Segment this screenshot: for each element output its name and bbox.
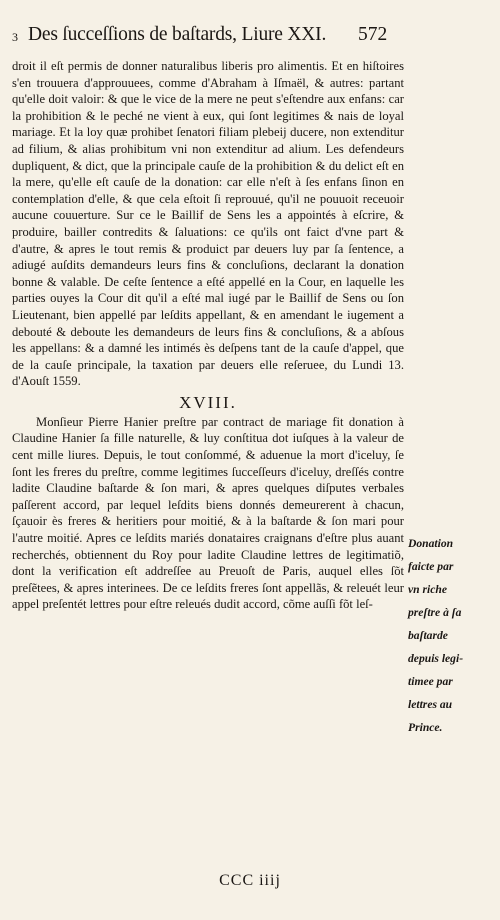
footer-signature: CCC iiij bbox=[219, 872, 281, 889]
running-header bbox=[12, 24, 432, 50]
header-signature: 3 bbox=[12, 30, 18, 44]
paragraph-1: droit il eſt permis de donner naturalibus liberis pro alimentis. Et en hiſtoires s'en trouuera d'approuuees, comme d'Abraham à Iſmaël, & autres: partant qu'elle doit valoir: & que le vice de la mere ne peut s'eſtendre aux enfans: car la prohibition & le peché ne vient à eux, qui ſont legitimes & nais de loyal mariage. Et la loy quæ prohibet ſenatori filiam plebeij ducere, non extenditur ad filium, & alias prohibitum vni non extenditur ad alium. Les defendeurs dupliquent, & dict, que la principale cauſe de la prohibition & du delict eſt en la mere, qu'elle eſt cauſe de la donation: car elle n'eſt à ſes enfans ſinon en contemplation d'elle, & que cela eſtoit ſi reprouué, qu'il ne pouuoit receuoir aucune couuerture. Sur ce le Baillif de Sens les a appointés à eſcrire, & produire, bailler contredits & ſaluations: ce qu'ils ont faict d'vne part & d'autre, & apres le tout remis & produict par deuers luy par ſa ſentence, a adiugé auſdits demandeurs leurs fins & concluſions, declarant la donation bonne & valable. De ceſte ſentence a eſté appellé en la Cour, en laquelle les parties ouyes la Cour dit qu'il a eſté mal iugé par le Baillif de Sens ou ſon Lieutenant, bien appellé par leſdits appellant, & en amendant le iugement a debouté & deboute les demandeurs de leurs fins & concluſions, & a abſous les appellans: & a damné les intimés ès deſpens tant de la cauſe d'appel, que de la cauſe principale, la taxation par deuers elle reſeruee, du Lundi 13. d'Aouſt 1559. bbox=[12, 59, 404, 389]
section-number: XVIII. bbox=[179, 392, 237, 412]
main-text-column bbox=[12, 58, 404, 613]
margin-note: Donation faicte par vn riche preſtre à ſa baſtarde depuis legi- timee par lettres au Prince. bbox=[408, 537, 464, 734]
running-title: Des ſucceſſions de baſtards, Liure XXI. bbox=[28, 24, 327, 45]
paragraph-2: Monſieur Pierre Hanier preſtre par contract de mariage fit donation à Claudine Hanier ſa fille naturelle, & luy conſtitua dot iuſques à la valeur de cent mille liures. Depuis, le tout conſommé, & aduenue la mort d'iceluy, ſe ſont les freres du preſtre, comme legitimes ſucceſſeurs d'iceluy, dreſſés contre ladite Claudine baſtarde & ſon mari, & apres quelques diſputes verbales paſſerent accord, par lequel leſdits biens donnés demeurerent à chacun, ſçauoir ès freres & heritiers pour moitié, & à la baſtarde & ſon mari pour l'autre moitié. Apres ce leſdits mariés donataires craignans d'eſtre plus auant recherchés, obtiennent du Roy pour ladite Claudine lettres de legitimatiõ, dont la verification eſt addreſſee au Preuoſt de Paris, auquel elles ſõt preſẽtees, & apres interinees. De ce leſdits freres ſont appellãs, & releuét leur appel preſentét lettres pour eſtre releués dudit accord, cõme auſſi fõt leſ- bbox=[12, 414, 404, 612]
page-number: 572 bbox=[358, 24, 388, 45]
